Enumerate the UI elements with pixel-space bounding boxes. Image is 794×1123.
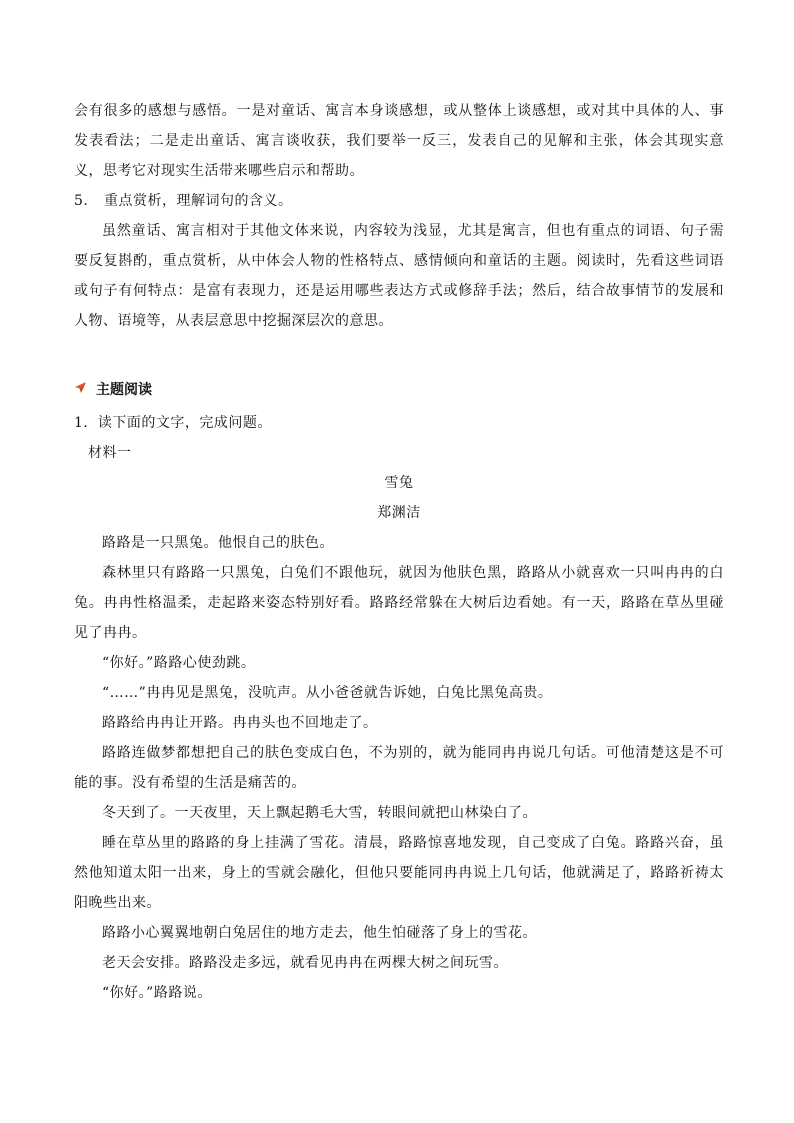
paper-plane-icon bbox=[74, 378, 96, 402]
material-label: 材料一 bbox=[88, 445, 132, 461]
story-paragraph: 老天会安排。路路没走多远，就看见冉冉在两棵大树之间玩雪。 bbox=[102, 955, 508, 971]
tip-item-number: 5. bbox=[74, 193, 89, 209]
tip-item-text: 重点赏析，理解词句的含义。 bbox=[104, 193, 293, 209]
story-paragraph: 睡在草丛里的路路的身上挂满了雪花。清晨，路路惊喜地发现，自己变成了白兔。路路兴奋，虽然他知道太阳一出来，身上的雪就会融化，但他只要能同冉冉说上几句话，他就满足了，路路祈祷太阳晚些出来。 bbox=[74, 835, 724, 911]
story-title: 雪兔 bbox=[384, 475, 414, 491]
reading-exercise bbox=[74, 408, 724, 1008]
tip-item-5 bbox=[74, 186, 724, 216]
story-paragraph: “……”冉冉见是黑兔，没吭声。从小爸爸就告诉她，白兔比黑兔高贵。 bbox=[102, 685, 553, 701]
reading-tips-section bbox=[74, 96, 724, 336]
story-paragraph: “你好。”路路说。 bbox=[102, 985, 212, 1001]
story-paragraph: 路路连做梦都想把自己的肤色变成白色，不为别的，就为能同冉冉说几句话。可他清楚这是不可能的事。没有希望的生活是痛苦的。 bbox=[74, 745, 724, 791]
story-paragraph: 森林里只有路路一只黑兔，白兔们不跟他玩，就因为他肤色黑，路路从小就喜欢一只叫冉冉的白兔。冉冉性格温柔，走起路来姿态特别好看。路路经常躲在大树后边看她。有一天，路路在草丛里碰见了冉冉。 bbox=[74, 565, 724, 641]
tips-paragraph-2: 虽然童话、寓言相对于其他文体来说，内容较为浅显，尤其是寓言，但也有重点的词语、句子需要反复斟酌，重点赏析，从中体会人物的性格特点、感情倾向和童话的主题。阅读时，先看这些词语或句子有何特点：是富有表现力，还是运用哪些表达方式或修辞手法；然后，结合故事情节的发展和人物、语境等，从表层意思中挖掘深层次的意思。 bbox=[74, 223, 724, 329]
story-paragraph: 路路是一只黑兔。他恨自己的肤色。 bbox=[102, 535, 334, 551]
section-heading bbox=[74, 378, 152, 402]
story-author: 郑渊洁 bbox=[377, 505, 421, 521]
tips-paragraph-1: 会有很多的感想与感悟。一是对童话、寓言本身谈感想，或从整体上谈感想，或对其中具体的人、事发表看法；二是走出童话、寓言谈收获，我们要举一反三，发表自己的见解和主张，体会其现实意义，思考它对现实生活带来哪些启示和帮助。 bbox=[74, 103, 724, 179]
story-paragraph: 路路给冉冉让开路。冉冉头也不回地走了。 bbox=[102, 715, 378, 731]
story-paragraph: 路路小心翼翼地朝白兔居住的地方走去，他生怕碰落了身上的雪花。 bbox=[102, 925, 537, 941]
story-paragraph: “你好。”路路心使劲跳。 bbox=[102, 655, 256, 671]
question-prompt: 1．读下面的文字，完成问题。 bbox=[74, 415, 272, 431]
story-paragraph: 冬天到了。一天夜里，天上飘起鹅毛大雪，转眼间就把山林染白了。 bbox=[102, 805, 537, 821]
section-title-text: 主题阅读 bbox=[96, 382, 152, 398]
